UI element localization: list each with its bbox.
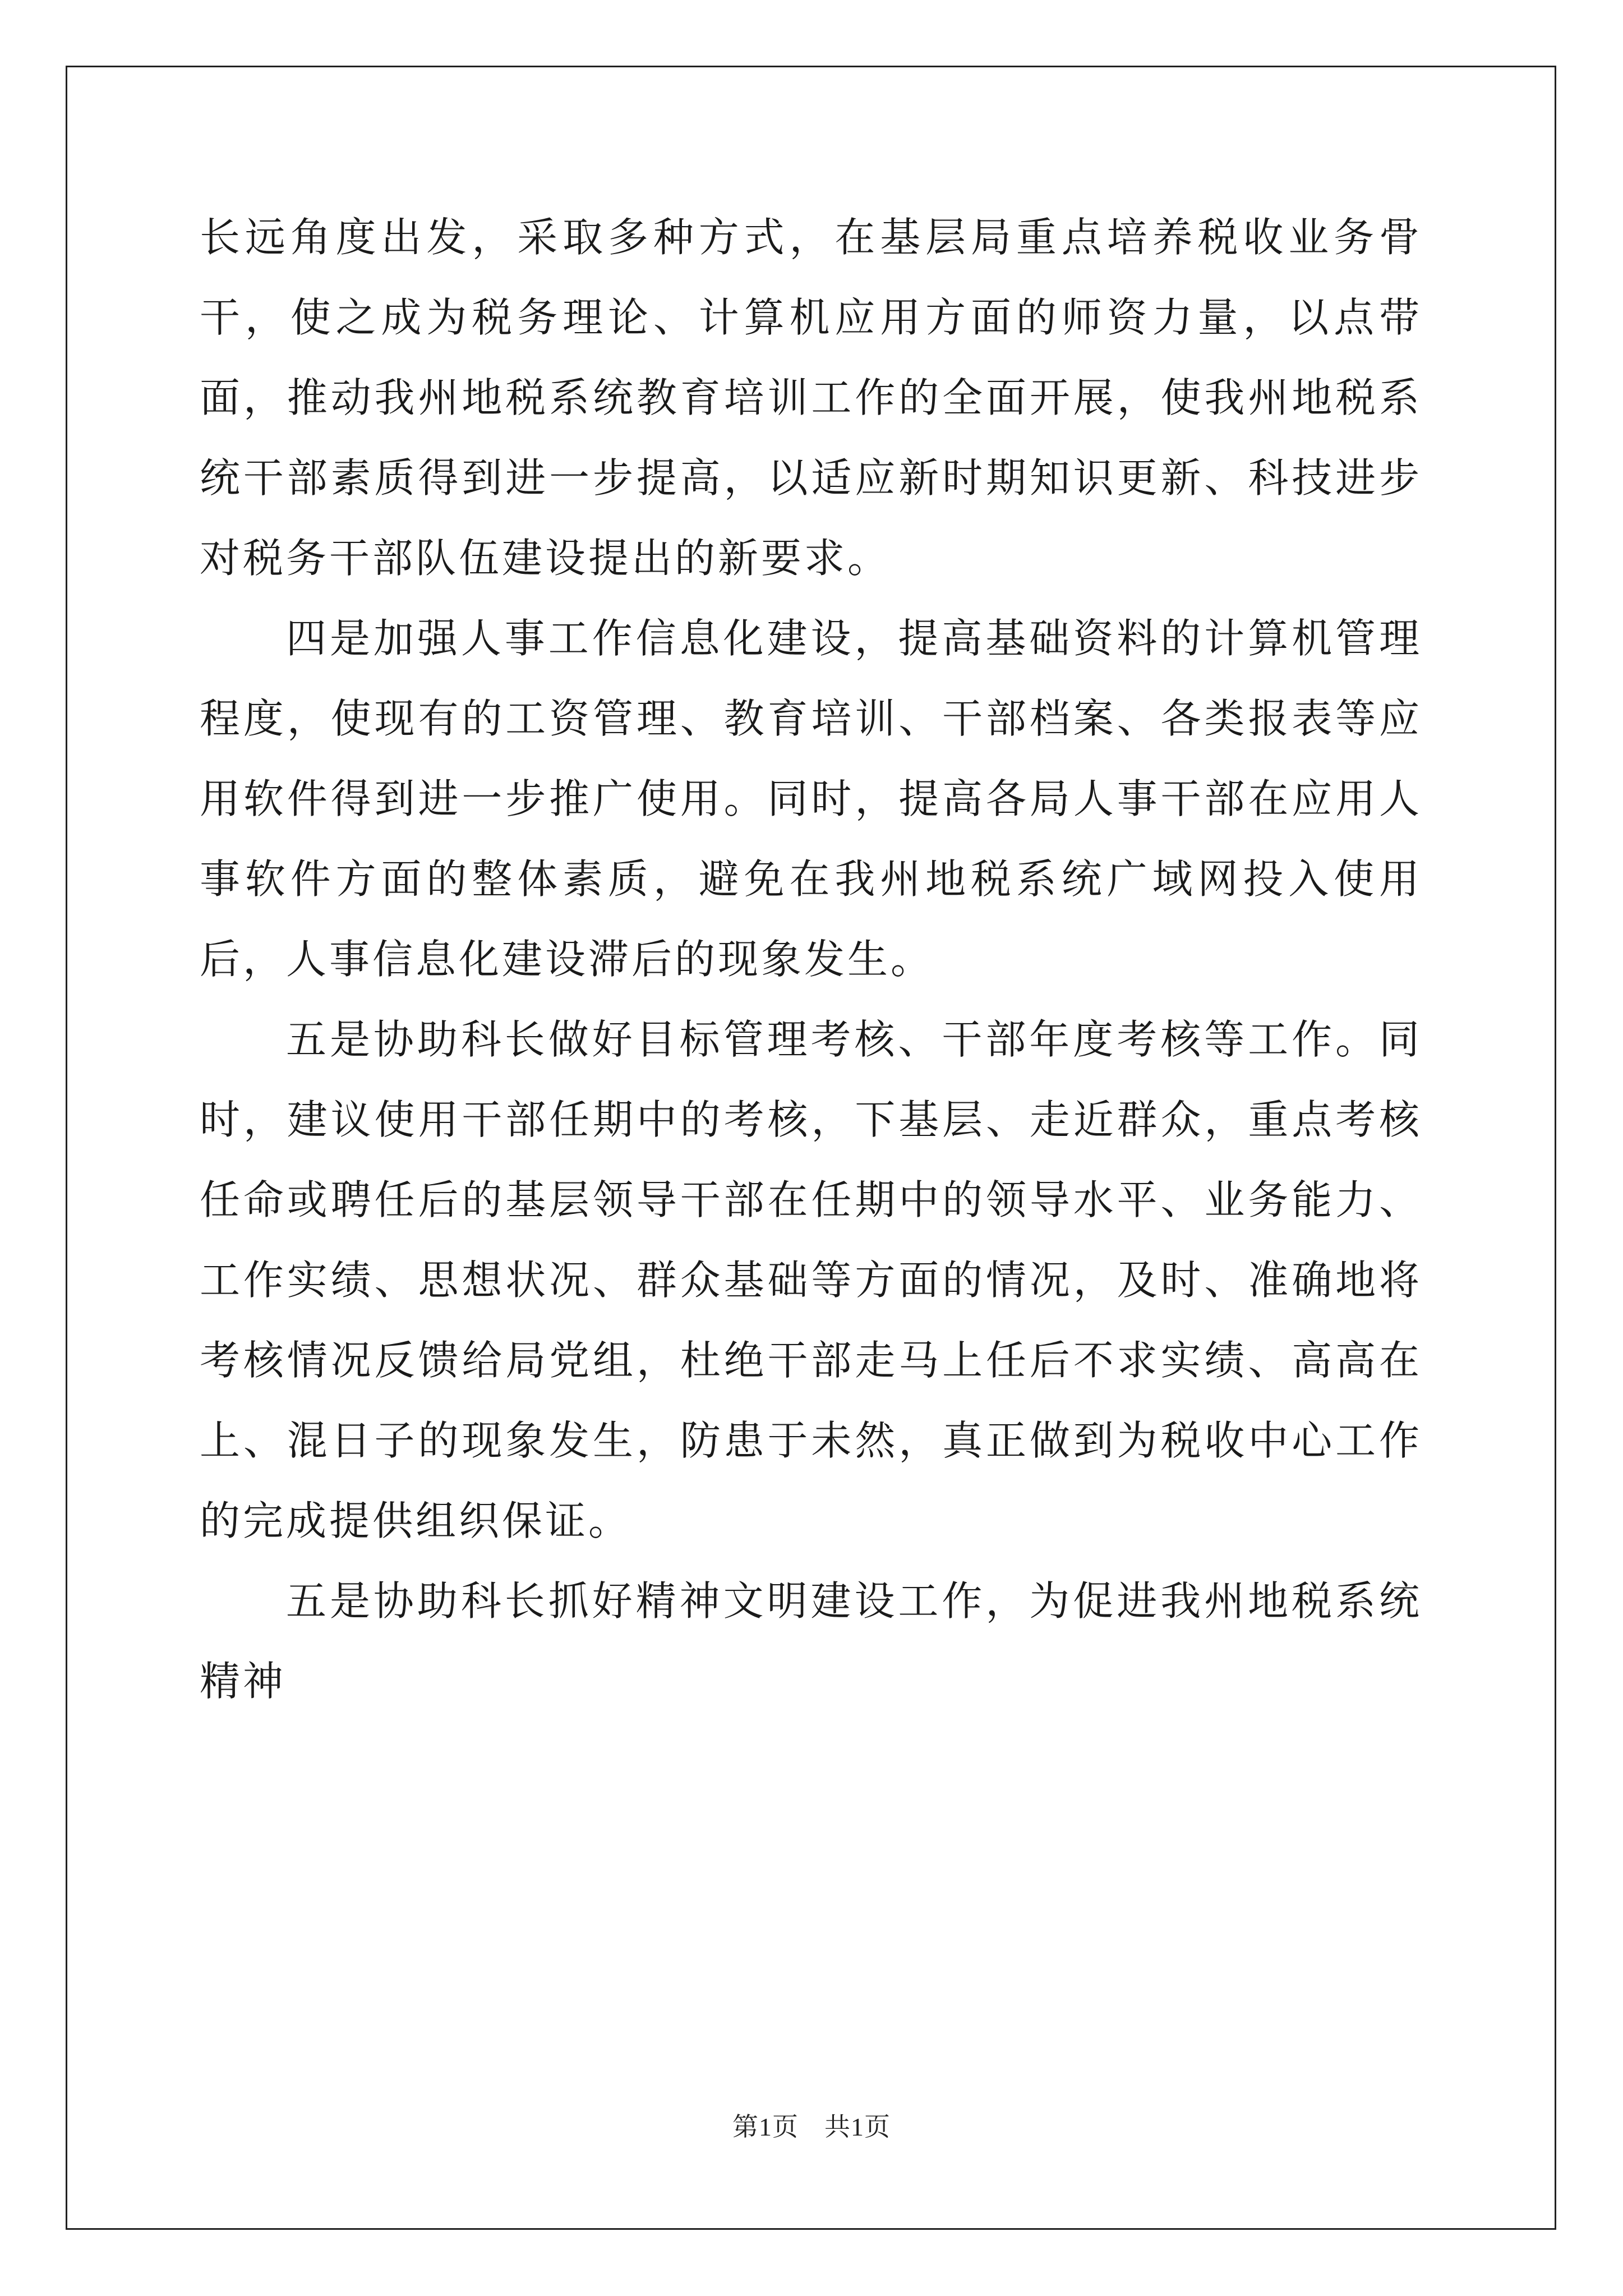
page-total: 共1页 bbox=[824, 2113, 891, 2141]
paragraph: 长远角度出发，采取多种方式，在基层局重点培养税收业务骨干，使之成为税务理论、计算机应用方面的师资力量，以点带面，推动我州地税系统教育培训工作的全面开展，使我州地税系统干部素质得到进一步提高，以适应新时期知识更新、科技进步对税务干部队伍建设提出的新要求。 bbox=[200, 214, 1422, 582]
paragraph: 五是协助科长做好目标管理考核、干部年度考核等工作。同时，建议使用干部任期中的考核，下基层、走近群众，重点考核任命或聘任后的基层领导干部在任期中的领导水平、业务能力、工作实绩、思想状况、群众基础等方面的情况，及时、准确地将考核情况反馈给局党组，杜绝干部走马上任后不求实绩、高高在上、混日子的现象发生，防患于未然，真正做到为税收中心工作的完成提供组织保证。 bbox=[200, 1016, 1422, 1544]
page-footer bbox=[0, 2106, 1623, 2143]
paragraph: 五是协助科长抓好精神文明建设工作，为促进我州地税系统精神 bbox=[200, 1577, 1422, 1705]
document-body bbox=[200, 197, 1422, 1722]
page-number: 第1页 bbox=[732, 2113, 799, 2141]
paragraph: 四是加强人事工作信息化建设，提高基础资料的计算机管理程度，使现有的工资管理、教育培训、干部档案、各类报表等应用软件得到进一步推广使用。同时，提高各局人事干部在应用人事软件方面的整体素质，避免在我州地税系统广域网投入使用后，人事信息化建设滞后的现象发生。 bbox=[200, 615, 1422, 983]
